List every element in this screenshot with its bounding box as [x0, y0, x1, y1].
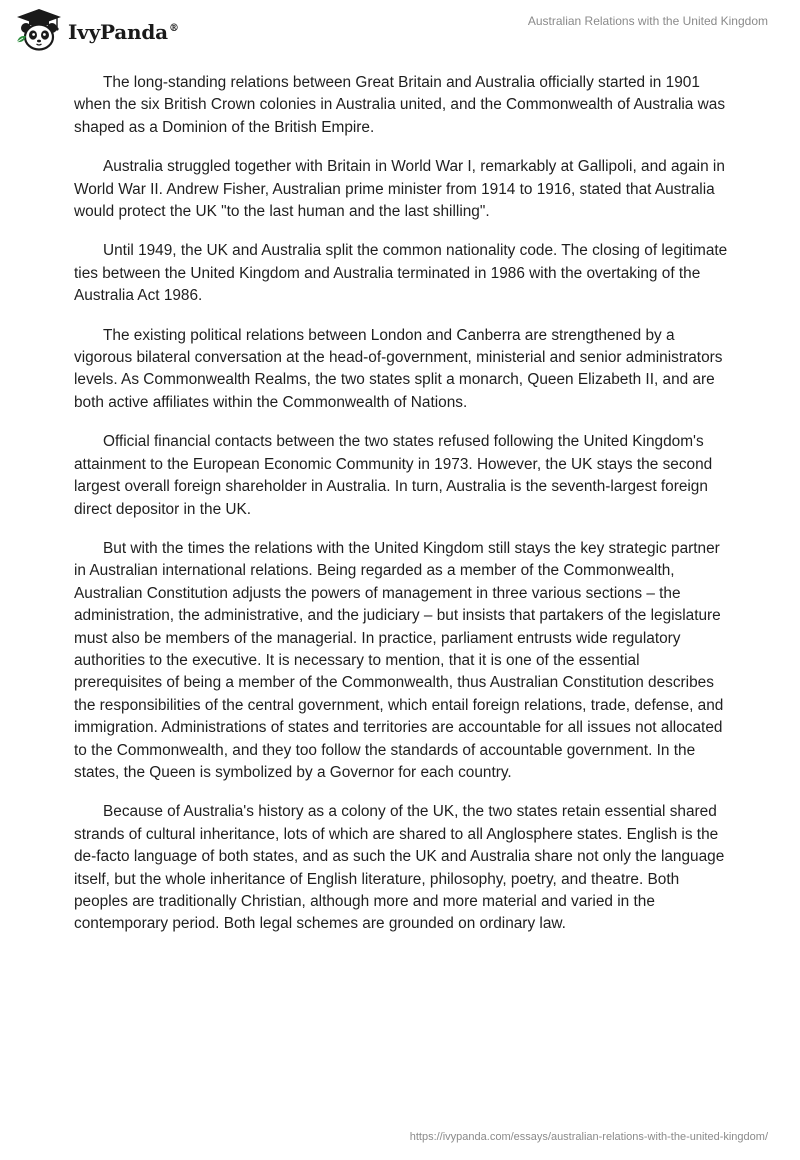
registered-mark: ®: [168, 23, 179, 35]
panda-graduation-cap-icon: [14, 8, 64, 54]
paragraph: But with the times the relations with the United Kingdom still stays the key strategic partner in Australian international relations. Being regarded as a member of the Commonwealth, Australian Constitution adjusts the powers of management in three various sections – the administration, the administrative, and the judiciary – but insists that partakers of the legislature must also be members of the managerial. In practice, parliament entrusts wide regulatory authorities to the executive. It is necessary to mention, that it is one of the essential prerequisites of being a member of the Commonwealth, thus Australian Constitution describes the responsibilities of the central government, which entail foreign relations, trade, defense, and immigration. Administrations of states and territories are accountable for all issues not allocated to the Commonwealth, and they too follow the standards of accountable government. In the states, the Queen is symbolized by a Governor for each country.: [74, 539, 724, 781]
page-header: [0, 0, 800, 60]
paragraph: Until 1949, the UK and Australia split the common nationality code. The closing of legitimate ties between the United Kingdom and Australia terminated in 1986 with the overtaking of the Australia Act 1986.: [74, 242, 728, 305]
essay-body: [74, 72, 730, 953]
paragraph: Australia struggled together with Britain in World War I, remarkably at Gallipoli, and again in World War II. Andrew Fisher, Australian prime minister from 1914 to 1916, stated that Australia would protect the UK "to the last human and the last shilling".: [74, 158, 725, 221]
ivypanda-logo[interactable]: [14, 8, 179, 54]
paragraph: Official financial contacts between the two states refused following the United Kingdom's attainment to the European Economic Community in 1973. However, the UK stays the second largest overall foreign shareholder in Australia. In turn, Australia is the seventh-largest foreign direct depositor in the UK.: [74, 433, 713, 518]
document-title: Australian Relations with the United Kingdom: [527, 14, 768, 28]
source-url[interactable]: https://ivypanda.com/essays/australian-relations-with-the-united-kingdom/: [409, 1131, 768, 1143]
paragraph: The long-standing relations between Great Britain and Australia officially started in 1901 when the six British Crown colonies in Australia united, and the Commonwealth of Australia was shaped as a Dominion of the British Empire.: [74, 74, 726, 136]
brand-name: IvyPanda®: [68, 20, 179, 44]
paragraph: The existing political relations between London and Canberra are strengthened by a vigorous bilateral conversation at the head-of-government, ministerial and senior administrators levels. As Commonwealth Realms, the two states split a monarch, Queen Elizabeth II, and are both active affiliates within the Commonwealth of Nations.: [74, 326, 723, 411]
paragraph: Because of Australia's history as a colony of the UK, the two states retain essential shared strands of cultural inheritance, lots of which are shared to all Anglosphere states. English is the de-facto language of both states, and as such the UK and Australia share not only the language itself, but the whole inheritance of English literature, philosophy, poetry, and theatre. Both peoples are traditionally Christian, although more and more material and varied in the contemporary period. Both legal schemes are grounded on ordinary law.: [74, 803, 725, 933]
